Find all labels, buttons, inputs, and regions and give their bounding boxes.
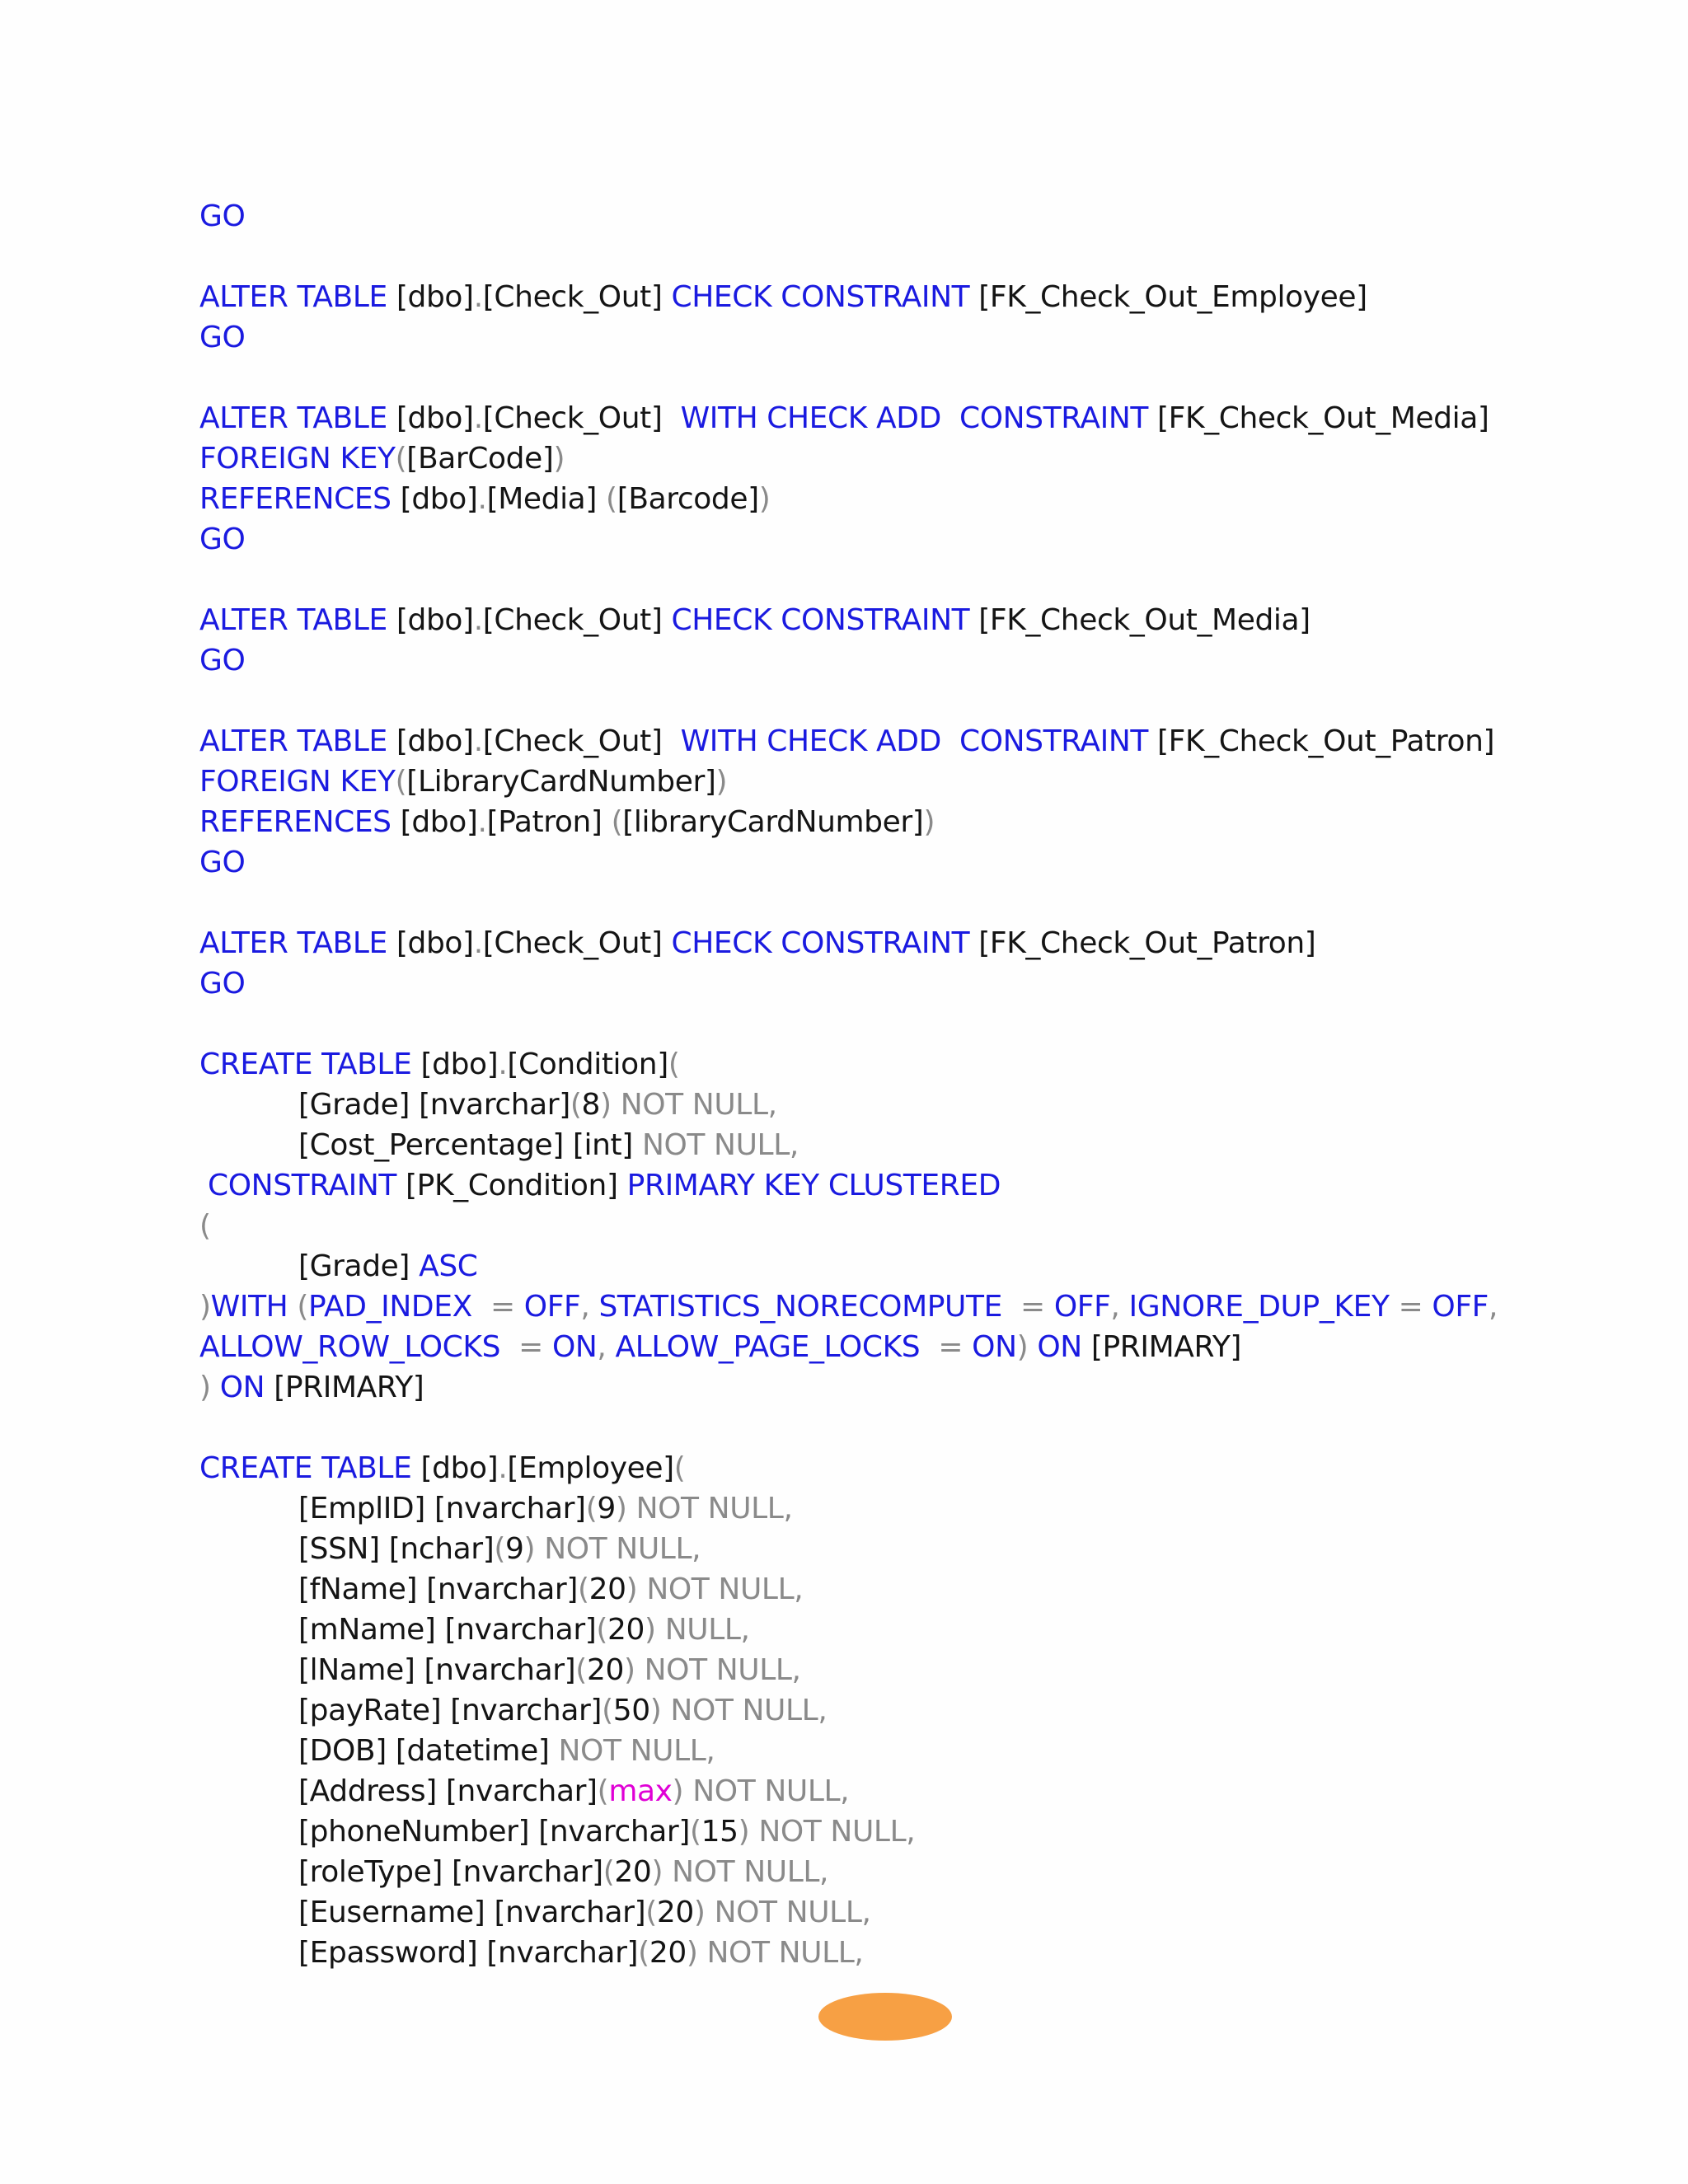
sql-identifier: [PRIMARY]: [265, 1371, 424, 1404]
sql-operator: =: [1389, 1290, 1432, 1324]
sql-identifier: [dbo]: [411, 1047, 499, 1081]
blank-line: [199, 883, 1667, 923]
code-line: [199, 842, 1667, 883]
sql-identifier: [dbo]: [391, 805, 478, 839]
code-line: [199, 1529, 1667, 1569]
sql-identifier: 9: [505, 1532, 524, 1566]
code-line: [199, 1811, 1667, 1852]
sql-identifier: [PK_Condition]: [396, 1169, 627, 1202]
sql-identifier: [LibraryCardNumber]: [406, 765, 716, 799]
sql-operator: (: [494, 1532, 505, 1566]
sql-keyword: CHECK CONSTRAINT: [671, 280, 970, 314]
blank-line: [199, 681, 1667, 721]
sql-identifier: [Grade]: [298, 1249, 420, 1283]
sql-operator: .: [473, 926, 483, 960]
sql-identifier: 20: [649, 1936, 687, 1970]
code-line: [199, 479, 1667, 519]
sql-operator: .: [473, 603, 483, 637]
sql-operator: (: [689, 1815, 701, 1849]
sql-identifier: [fName] [nvarchar]: [298, 1572, 578, 1606]
sql-operator: (: [645, 1896, 657, 1929]
sql-function: max: [608, 1774, 673, 1808]
sql-identifier: 20: [607, 1613, 645, 1647]
sql-operator: ): [553, 442, 565, 476]
code-line: [199, 762, 1667, 802]
code-line: [199, 1852, 1667, 1892]
code-line: [199, 438, 1667, 479]
code-line: [199, 1771, 1667, 1811]
sql-operator: ) NOT NULL,: [626, 1572, 804, 1606]
sql-operator: ) NOT NULL,: [738, 1815, 916, 1849]
sql-operator: (: [603, 1855, 615, 1889]
sql-identifier: [dbo]: [387, 724, 474, 758]
sql-identifier: [EmplID] [nvarchar]: [298, 1492, 586, 1526]
sql-operator: ): [1016, 1330, 1038, 1364]
sql-operator: NOT NULL,: [641, 1128, 799, 1162]
sql-identifier: [Cost_Percentage] [int]: [298, 1128, 642, 1162]
sql-keyword: CONSTRAINT: [208, 1169, 396, 1202]
sql-operator: (: [199, 1209, 211, 1243]
sql-operator: (: [395, 765, 407, 799]
sql-keyword: IGNORE_DUP_KEY: [1128, 1290, 1390, 1324]
code-line: [199, 1286, 1667, 1327]
sql-identifier: [dbo]: [411, 1451, 499, 1485]
sql-operator: (: [638, 1936, 649, 1970]
sql-operator: (: [577, 1572, 589, 1606]
sql-keyword: GO: [199, 523, 246, 556]
sql-keyword: ON: [551, 1330, 598, 1364]
sql-keyword: GO: [199, 846, 246, 879]
sql-keyword: OFF: [1053, 1290, 1111, 1324]
sql-identifier: [dbo]: [387, 280, 474, 314]
sql-keyword: CHECK CONSTRAINT: [671, 603, 970, 637]
code-line: [199, 398, 1667, 438]
sql-operator: (: [602, 1694, 613, 1727]
sql-identifier: [SSN] [nchar]: [298, 1532, 495, 1566]
sql-identifier: [Epassword] [nvarchar]: [298, 1936, 639, 1970]
blank-line: [199, 560, 1667, 600]
sql-operator: (: [570, 1088, 582, 1122]
sql-identifier: [PRIMARY]: [1081, 1330, 1242, 1364]
sql-keyword: WITH CHECK ADD CONSTRAINT: [680, 401, 1148, 435]
code-line: [199, 600, 1667, 640]
code-line: [199, 1044, 1667, 1085]
code-line: [199, 317, 1667, 358]
code-line: [199, 1448, 1667, 1488]
sql-identifier: [Check_Out]: [482, 603, 672, 637]
sql-keyword: ALTER TABLE: [199, 401, 387, 435]
sql-operator: ) NOT NULL,: [523, 1532, 701, 1566]
sql-keyword: ALTER TABLE: [199, 280, 387, 314]
blank-line: [199, 237, 1667, 277]
code-line: [199, 1125, 1667, 1165]
sql-operator: (: [575, 1653, 587, 1687]
code-line: [199, 1892, 1667, 1933]
sql-operator: .: [498, 1451, 508, 1485]
sql-identifier: [DOB] [datetime]: [298, 1734, 559, 1768]
sql-operator: ) NOT NULL,: [649, 1694, 828, 1727]
sql-operator: ): [715, 765, 728, 799]
sql-operator: ) NOT NULL,: [651, 1855, 829, 1889]
sql-identifier: [Check_Out]: [482, 280, 672, 314]
sql-operator: (: [673, 1451, 686, 1485]
sql-identifier: [mName] [nvarchar]: [298, 1613, 597, 1647]
sql-identifier: [FK_Check_Out_Patron]: [969, 926, 1316, 960]
sql-operator: ) NOT NULL,: [600, 1088, 777, 1122]
code-line: [199, 196, 1667, 237]
sql-keyword: ASC: [419, 1249, 478, 1283]
sql-operator: (: [611, 805, 623, 839]
sql-identifier: [libraryCardNumber]: [622, 805, 924, 839]
sql-operator: (: [597, 1774, 609, 1808]
sql-operator: ) NOT NULL,: [686, 1936, 864, 1970]
code-line: [199, 1933, 1667, 1973]
sql-operator: .: [477, 482, 487, 516]
code-line: [199, 1246, 1667, 1286]
sql-keyword: WITH: [210, 1290, 298, 1324]
sql-operator: .: [477, 805, 487, 839]
sql-operator: ) NOT NULL,: [672, 1774, 850, 1808]
sql-operator: ,: [1110, 1290, 1129, 1324]
code-line: [199, 923, 1667, 963]
sql-identifier: [payRate] [nvarchar]: [298, 1694, 603, 1727]
code-line: [199, 640, 1667, 681]
code-line: [199, 1085, 1667, 1125]
sql-operator: .: [473, 280, 483, 314]
sql-identifier: 9: [597, 1492, 616, 1526]
code-line: [199, 963, 1667, 1004]
sql-keyword: CREATE TABLE: [199, 1451, 412, 1485]
code-line: [199, 1650, 1667, 1690]
sql-identifier: 20: [614, 1855, 652, 1889]
sql-keyword: OFF: [1432, 1290, 1489, 1324]
sql-operator: =: [1001, 1290, 1054, 1324]
page-number-marker: [818, 1993, 952, 2041]
sql-operator: ) NOT NULL,: [623, 1653, 801, 1687]
sql-identifier: [FK_Check_Out_Patron]: [1147, 724, 1495, 758]
code-line: [199, 721, 1667, 762]
sql-identifier: [Condition]: [507, 1047, 668, 1081]
sql-operator: =: [471, 1290, 524, 1324]
sql-keyword: GO: [199, 321, 246, 354]
sql-keyword: PAD_INDEX: [308, 1290, 472, 1324]
sql-operator: ,: [580, 1290, 599, 1324]
sql-operator: ,: [597, 1330, 616, 1364]
sql-operator: (: [585, 1492, 598, 1526]
sql-keyword: ALTER TABLE: [199, 603, 387, 637]
sql-identifier: [Check_Out]: [482, 926, 672, 960]
sql-identifier: [dbo]: [391, 482, 478, 516]
sql-identifier: [Barcode]: [617, 482, 759, 516]
code-line: [199, 1367, 1667, 1408]
sql-keyword: WITH CHECK ADD CONSTRAINT: [680, 724, 1148, 758]
sql-keyword: PRIMARY KEY CLUSTERED: [626, 1169, 1001, 1202]
sql-identifier: [dbo]: [387, 401, 474, 435]
sql-identifier: [FK_Check_Out_Media]: [969, 603, 1311, 637]
sql-identifier: [BarCode]: [406, 442, 554, 476]
sql-keyword: ON: [219, 1371, 265, 1404]
sql-operator: ) NULL,: [645, 1613, 750, 1647]
sql-keyword: ALTER TABLE: [199, 926, 387, 960]
blank-line: [199, 1004, 1667, 1044]
sql-identifier: [Employee]: [507, 1451, 674, 1485]
code-line: [199, 1569, 1667, 1610]
sql-keyword: FOREIGN KEY: [199, 765, 396, 799]
sql-identifier: 20: [588, 1572, 626, 1606]
sql-identifier: [Media]: [486, 482, 607, 516]
sql-identifier: [Eusername] [nvarchar]: [298, 1896, 646, 1929]
code-line: [199, 1731, 1667, 1771]
code-line: [199, 1488, 1667, 1529]
sql-keyword: OFF: [523, 1290, 581, 1324]
sql-operator: =: [920, 1330, 973, 1364]
sql-identifier: [Address] [nvarchar]: [298, 1774, 598, 1808]
sql-keyword: REFERENCES: [199, 482, 392, 516]
code-line: [199, 802, 1667, 842]
blank-line: [199, 358, 1667, 398]
sql-identifier: [FK_Check_Out_Media]: [1147, 401, 1489, 435]
sql-identifier: [dbo]: [387, 603, 474, 637]
blank-line: [199, 1408, 1667, 1448]
sql-operator: ,: [1488, 1290, 1498, 1324]
code-line: [199, 1690, 1667, 1731]
sql-identifier: [dbo]: [387, 926, 474, 960]
sql-keyword: ON: [1037, 1330, 1082, 1364]
sql-operator: ) NOT NULL,: [693, 1896, 871, 1929]
sql-operator: (: [297, 1290, 309, 1324]
sql-operator: ): [199, 1371, 220, 1404]
sql-operator: .: [473, 401, 483, 435]
sql-keyword: CHECK CONSTRAINT: [671, 926, 970, 960]
code-line: [199, 277, 1667, 317]
code-line: [199, 1206, 1667, 1246]
sql-identifier: [FK_Check_Out_Employee]: [969, 280, 1367, 314]
sql-operator: ): [758, 482, 771, 516]
sql-operator: ) NOT NULL,: [615, 1492, 793, 1526]
sql-operator: (: [596, 1613, 608, 1647]
sql-identifier: 20: [586, 1653, 624, 1687]
sql-operator: .: [473, 724, 483, 758]
sql-operator: =: [500, 1330, 552, 1364]
sql-keyword: REFERENCES: [199, 805, 392, 839]
sql-identifier: [Patron]: [486, 805, 612, 839]
sql-keyword: ALLOW_PAGE_LOCKS: [615, 1330, 921, 1364]
sql-keyword: ALLOW_ROW_LOCKS: [199, 1330, 501, 1364]
sql-operator: NOT NULL,: [558, 1734, 715, 1768]
sql-identifier: 20: [656, 1896, 694, 1929]
sql-keyword: FOREIGN KEY: [199, 442, 396, 476]
sql-identifier: 8: [581, 1088, 601, 1122]
sql-identifier: 15: [701, 1815, 738, 1849]
sql-operator: (: [668, 1047, 680, 1081]
sql-keyword: GO: [199, 967, 246, 1001]
sql-identifier: 50: [612, 1694, 650, 1727]
sql-operator: ): [923, 805, 935, 839]
sql-keyword: ON: [972, 1330, 1017, 1364]
code-line: [199, 519, 1667, 560]
sql-operator: ): [199, 1290, 211, 1324]
sql-identifier: [roleType] [nvarchar]: [298, 1855, 603, 1889]
sql-identifier: [lName] [nvarchar]: [298, 1653, 576, 1687]
sql-operator: (: [395, 442, 407, 476]
sql-keyword: STATISTICS_NORECOMPUTE: [598, 1290, 1002, 1324]
sql-operator: .: [498, 1047, 508, 1081]
sql-identifier: [Check_Out]: [482, 724, 681, 758]
sql-code-block: [199, 196, 1667, 1973]
sql-identifier: [Grade] [nvarchar]: [298, 1088, 570, 1122]
sql-keyword: GO: [199, 644, 246, 677]
sql-identifier: [Check_Out]: [482, 401, 681, 435]
code-line: [199, 1610, 1667, 1650]
sql-operator: (: [606, 482, 617, 516]
code-line: [199, 1165, 1667, 1206]
sql-identifier: [phoneNumber] [nvarchar]: [298, 1815, 690, 1849]
sql-keyword: GO: [199, 199, 246, 233]
sql-keyword: ALTER TABLE: [199, 724, 387, 758]
code-line: [199, 1327, 1667, 1367]
sql-keyword: CREATE TABLE: [199, 1047, 412, 1081]
